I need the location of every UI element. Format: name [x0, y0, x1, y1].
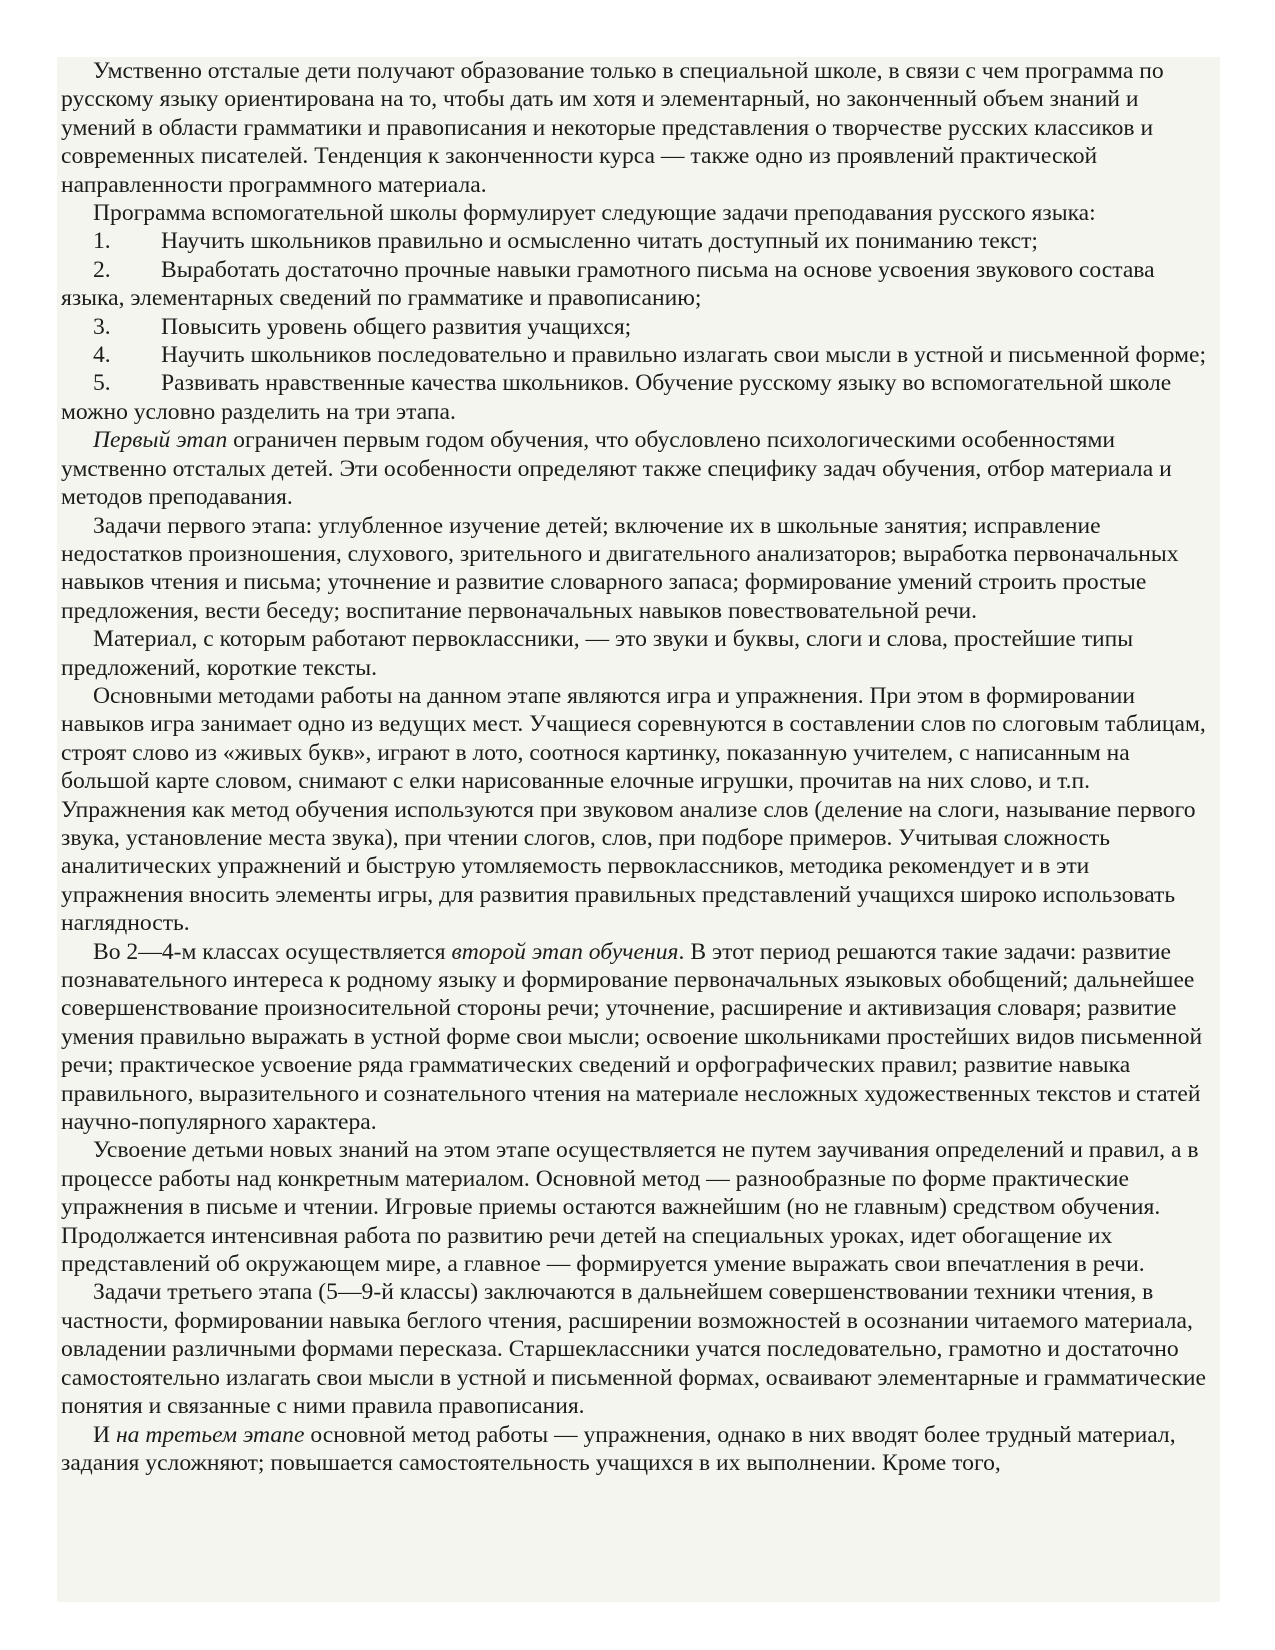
paragraph-third-stage [61, 1421, 1216, 1478]
paragraph-intro: Умственно отсталые дети получают образование только в специальной школе, в связи с чем программа по русскому языку ориентирована на то, чтобы дать им хотя и элементарный, но законченный объем знаний и умений в области грамматики и правописания и некоторые представления о творчестве русских классиков и современных писателей. Тенденция к законченности курса — также одно из проявлений практической направленности программного материала. [61, 58, 1164, 198]
list-item [61, 313, 1216, 341]
list-item-number: 5. [93, 370, 111, 397]
third-stage-lead: И [93, 1421, 116, 1448]
list-item-number: 4. [93, 342, 111, 369]
second-stage-term: второй этап обучения [451, 938, 679, 965]
list-item-number: 3. [93, 313, 111, 340]
paragraph-second-stage [61, 938, 1216, 1137]
paragraph-first-stage [61, 426, 1216, 511]
paragraph-methods: Основными методами работы на данном этапе являются игра и упражнения. При этом в формировании навыков игра занимает одно из ведущих мест. Учащиеся соревнуются в составлении слов по слоговым таблицам, строят слово из «живых букв», играют в лото, соотнося картинку, показанную учителем, с написанным на большой карте словом, снимают с елки нарисованные елочные игрушки, прочитав на них слово, и т.п. Упражнения как метод обучения используются при звуковом анализе слов (деление на слоги, называние первого звука, установление места звука), при чтении слогов, слов, при подборе примеров. Учитывая сложность аналитических упражнений и быструю утомляемость первоклассников, методика рекомендует и в эти упражнения вносить элементы игры, для развития правильных представлений учащихся широко использовать наглядность. [61, 682, 1206, 937]
second-stage-lead: Во 2—4-м классах осуществляется [93, 938, 452, 965]
second-stage-text: . В этот период решаются такие задачи: развитие познавательного интереса к родному языку и формирование первоначальных языковых обобщений; дальнейшее совершенствование произносительной стороны речи; уточнение, расширение и активизация словаря; развитие умения правильно выражать в устной форме свои мысли; освоение школьниками простейших видов письменной речи; практическое усвоение ряда грамматических сведений и орфографических правил; развитие навыка правильного, выразительного и сознательного чтения на материале несложных художественных текстов и статей научно-популярного характера. [61, 938, 1203, 1136]
list-item-text: Научить школьников последовательно и правильно излагать свои мысли в устной и письменной форме; [161, 342, 1207, 369]
list-item-number: 2. [93, 256, 111, 283]
third-stage-text: основной метод работы — упражнения, однако в них вводят более трудный материал, задания усложняют; повышается самостоятельность учащихся в их выполнении. Кроме того, [61, 1421, 1176, 1476]
text-block [57, 57, 1220, 1602]
paragraph-first-stage-tasks: Задачи первого этапа: углубленное изучение детей; включение их в школьные занятия; исправление недостатков произношения, слухового, зрительного и двигательного анализаторов; выработка первоначальных навыков чтения и письма; уточнение и развитие словарного запаса; формирование умений строить простые предложения, вести беседу; воспитание первоначальных навыков повествовательной речи. [61, 512, 1179, 624]
list-item-text: Выработать достаточно прочные навыки грамотного письма на основе усвоения звукового состава языка, элементарных сведений по грамматике и правописанию; [61, 256, 1155, 312]
list-item-text: Развивать нравственные качества школьников. Обучение русскому языку во вспомогательной школе можно условно разделить на три этапа. [61, 370, 1172, 425]
paragraph-third-stage-tasks: Задачи третьего этапа (5—9-й классы) заключаются в дальнейшем совершенствовании техники чтения, в частности, формировании навыка беглого чтения, расширении возможностей в осознании читаемого материала, овладении различными формами пересказа. Старшеклассники учатся последовательно, грамотно и достаточно самостоятельно излагать свои мысли в устной и письменной формах, осваивают элементарные и грамматические понятия и связанные с ними правила правописания. [61, 1279, 1207, 1420]
third-stage-term: на третьем этапе [115, 1421, 305, 1448]
first-stage-term: Первый этап [93, 427, 228, 454]
list-item-text: Научить школьников правильно и осмысленно читать доступный их пониманию текст; [161, 228, 1038, 255]
list-item [61, 256, 1216, 313]
list-item-text: Повысить уровень общего развития учащихся; [161, 313, 632, 340]
paragraph-tasks-intro: Программа вспомогательной школы формулирует следующие задачи преподавания русского языка: [93, 200, 1096, 227]
paragraph-first-grade-material: Материал, с которым работают первоклассники, — это звуки и буквы, слоги и слова, простейшие типы предложений, короткие тексты. [61, 626, 1134, 681]
list-item [61, 227, 1216, 255]
list-item [61, 341, 1216, 369]
first-stage-text: ограничен первым годом обучения, что обусловлено психологическими особенностями умственно отсталых детей. Эти особенности определяют также специфику задач обучения, отбор материала и методов преподавания. [61, 427, 1172, 511]
list-item [61, 369, 1216, 426]
list-item-number: 1. [93, 228, 111, 255]
paragraph-second-stage-methods: Усвоение детьми новых знаний на этом этапе осуществляется не путем заучивания определений и правил, а в процессе работы над конкретным материалом. Основной метод — разнообразные по форме практические упражнения в письме и чтении. Игровые приемы остаются важнейшим (но не главным) средством обучения. Продолжается интенсивная работа по развитию речи детей на специальных уроках, идет обогащение их представлений об окружающем мире, а главное — формируется умение выражать свои впечатления в речи. [61, 1137, 1199, 1278]
